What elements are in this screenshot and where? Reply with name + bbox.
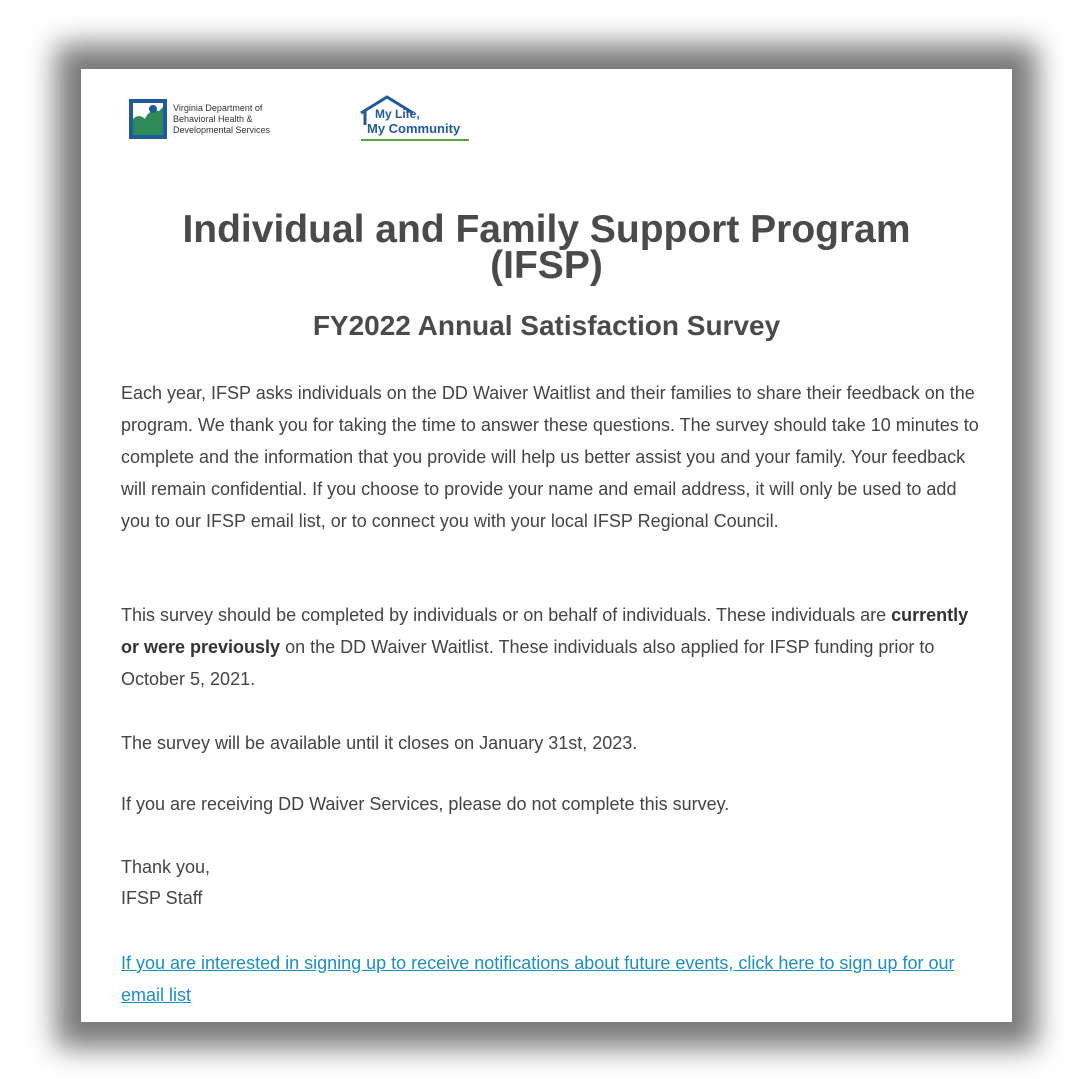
deadline-paragraph: The survey will be available until it closes on January 31st, 2023. xyxy=(121,733,638,753)
page-title: Individual and Family Support Program (IFSP) xyxy=(182,208,911,287)
eligibility-emphasis: currently or were previously xyxy=(121,605,969,657)
logo-bar xyxy=(129,95,529,147)
eligibility-paragraph xyxy=(121,599,981,695)
survey-intro-card xyxy=(81,69,1012,1022)
eligibility-text-after: on the DD Waiver Waitlist. These individuals also applied for IFSP funding prior to October 5, 2021. xyxy=(121,637,935,689)
my-life-my-community-logo xyxy=(357,95,477,147)
survey-subtitle: FY2022 Annual Satisfaction Survey xyxy=(312,310,781,341)
dbhds-logo-text: Virginia Department of Behavioral Health & Developmental Services xyxy=(173,102,271,135)
logo-underline xyxy=(361,139,469,141)
dbhds-emblem-icon xyxy=(129,99,167,139)
intro-paragraph: Each year, IFSP asks individuals on the DD Waiver Waitlist and their families to share their feedback on the program. We thank you for taking the time to answer these questions. The survey should take 10 minutes to complete and the information that you provide will help us better assist you and your family. Your feedback will remain confidential. If you choose to provide your name and email address, it will only be used to add you to our IFSP email list, or to connect you with your local IFSP Regional Council. xyxy=(121,383,979,531)
logo-line-2: My Community xyxy=(367,121,461,136)
email-signup-link[interactable]: If you are interested in signing up to receive notifications about future events, click here to sign up for our email list xyxy=(121,953,955,1005)
exclusion-paragraph: If you are receiving DD Waiver Services, please do not complete this survey. xyxy=(121,794,730,814)
eligibility-text-before: This survey should be completed by individuals or on behalf of individuals. These individuals are xyxy=(121,605,892,625)
logo-line-1: My Life, xyxy=(375,107,420,121)
signature-text: IFSP Staff xyxy=(121,888,203,908)
closing-text: Thank you, xyxy=(121,857,211,877)
dbhds-logo xyxy=(129,99,303,139)
